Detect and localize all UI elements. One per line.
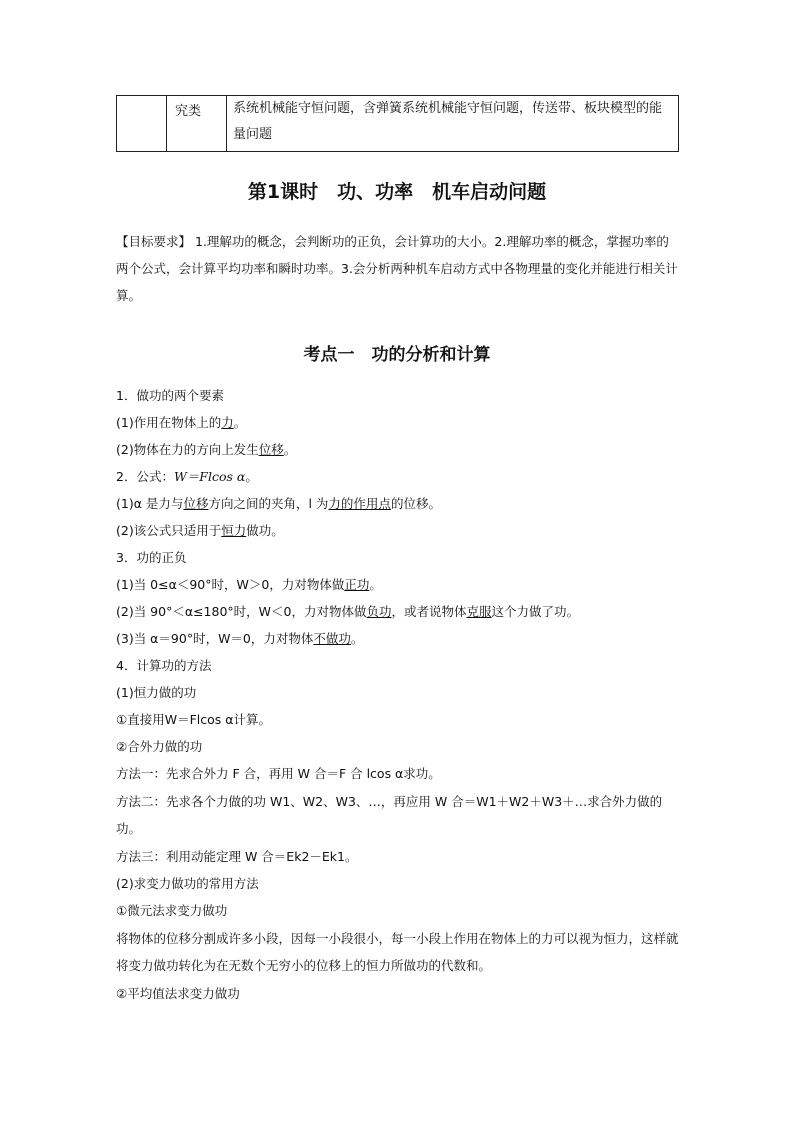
line-18: (2)求变力做功的常用方法: [116, 876, 259, 891]
line-17: 方法三：利用动能定理 W 合＝Ek2－Ek1。: [116, 849, 358, 864]
text: (2)当 90°＜α≤180°时，W＜0，力对物体做: [116, 604, 367, 619]
line-12: (1)恒力做的功: [116, 685, 197, 700]
line-5: [116, 495, 679, 513]
line-16: 方法二：先求各个力做的功 W1、W2、W3、…，再应用 W 合＝W1＋W2＋W3＋…求合外力做的功。: [116, 794, 663, 836]
blank-answer: 位移: [258, 442, 284, 457]
line-1: 1．做功的两个要素: [116, 388, 224, 403]
line-11: 4．计算功的方法: [116, 658, 212, 673]
line-14: ②合外力做的功: [116, 739, 203, 754]
line-15: 方法一：先求合外力 F 合，再用 W 合＝F 合 lcos α求功。: [116, 766, 441, 781]
formula: W＝Flcos α: [173, 469, 246, 484]
goal-paragraph: [116, 228, 679, 309]
table-fragment: [116, 95, 679, 152]
text: (1)当 0≤α＜90°时，W＞0，力对物体做: [116, 577, 345, 592]
blank-answer: 克服: [466, 604, 492, 619]
line-2: [116, 414, 679, 432]
line-13: ①直接用W＝Flcos α计算。: [116, 712, 271, 727]
text: l 为: [308, 496, 329, 511]
text: (1): [116, 496, 134, 511]
blank-answer: 位移: [183, 496, 209, 511]
text: ，或者说物体: [391, 604, 467, 619]
line-3: [116, 441, 679, 459]
table-cell-empty: [117, 96, 167, 151]
text: 。: [283, 442, 297, 457]
table-cell-content: 系统机械能守恒问题，含弹簧系统机械能守恒问题，传送带、板块模型的能量问题: [233, 101, 663, 142]
text: 这个力做了功。: [491, 604, 580, 619]
text: 的位移。: [390, 496, 441, 511]
line-21: ②平均值法求变力做功: [116, 986, 240, 1001]
line-4: [116, 468, 679, 486]
line-8: [116, 576, 679, 594]
text: (2)物体在力的方向上发生: [116, 442, 259, 457]
line-6: [116, 522, 679, 540]
lesson-title: 第1课时 功、功率 机车启动问题: [247, 181, 547, 203]
blank-answer: 力的作用点: [328, 496, 391, 511]
text: (1)作用在物体上的: [116, 415, 222, 430]
text: α 是力与: [133, 496, 184, 511]
text: 。: [369, 577, 382, 592]
text: 2．公式：: [116, 469, 174, 484]
line-9: [116, 603, 679, 621]
line-7: 3．功的正负: [116, 550, 187, 565]
blank-answer: 正功: [344, 577, 370, 592]
text: 。: [350, 631, 364, 646]
blank-answer: 不做功: [313, 631, 351, 646]
line-20: 将物体的位移分割成许多小段，因每一小段很小，每一小段上作用在物体上的力可以视为恒力，这样就将变力做功转化为在无数个无穷小的位移上的恒力所做功的代数和。: [116, 931, 679, 973]
text: (3)当 α＝90°时，W＝0，力对物体: [116, 631, 314, 646]
text: 。: [233, 415, 247, 430]
text: (2)该公式只适用于: [116, 523, 222, 538]
blank-answer: 力: [221, 415, 234, 430]
text: 做功。: [246, 523, 284, 538]
table-cell-category: 究类: [167, 96, 227, 151]
line-10: [116, 630, 679, 648]
text: 。: [245, 469, 258, 484]
goal-tag: 【目标要求】: [116, 234, 192, 249]
goal-text: 1.理解功的概念，会判断功的正负，会计算功的大小。2.理解功率的概念，掌握功率的两个公式，会计算平均功率和瞬时功率。3.会分析两种机车启动方式中各物理量的变化并能进行相关计算。: [116, 234, 678, 303]
line-19: ①微元法求变力做功: [116, 903, 228, 918]
section-title: 考点一 功的分析和计算: [303, 345, 491, 365]
text: 方向之间的夹角，: [208, 496, 309, 511]
blank-answer: 恒力: [221, 523, 247, 538]
blank-answer: 负功: [366, 604, 392, 619]
